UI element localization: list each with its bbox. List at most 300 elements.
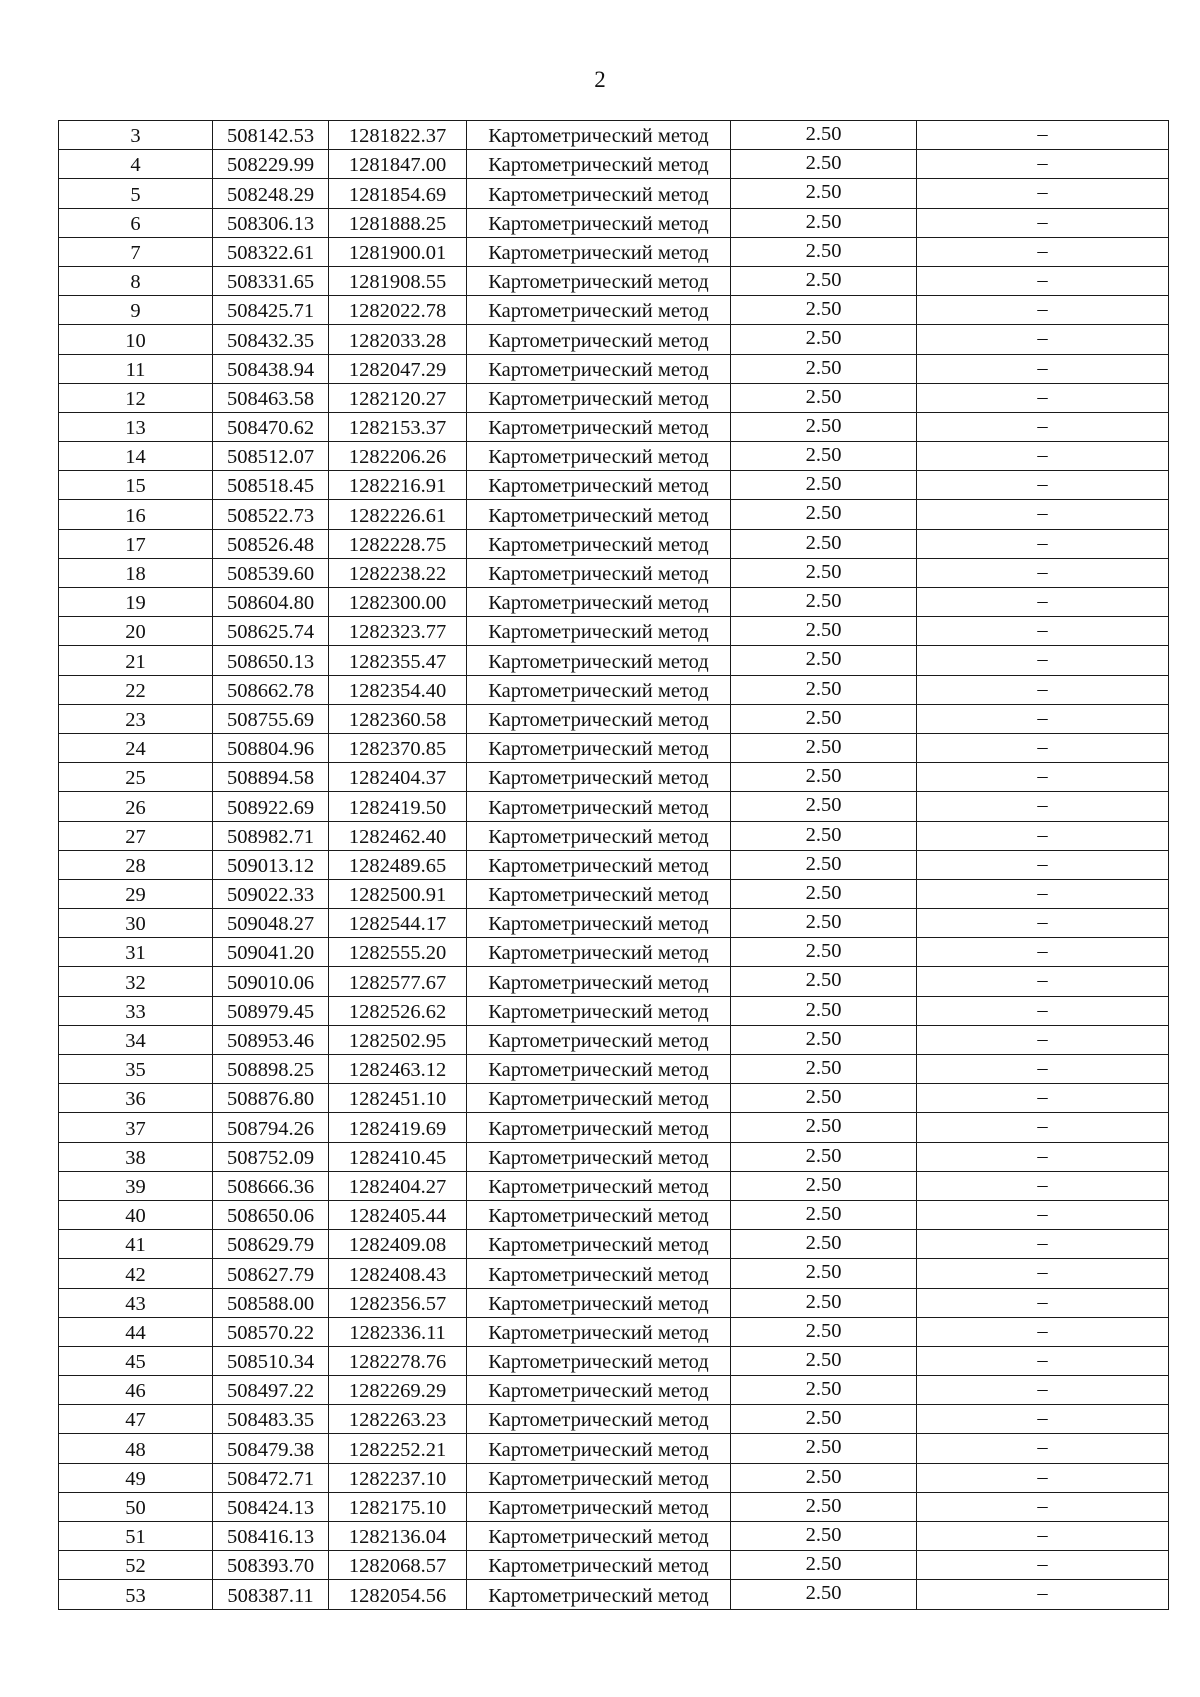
x-coordinate-cell: 509022.33 bbox=[213, 879, 329, 908]
x-coordinate-cell: 508393.70 bbox=[213, 1551, 329, 1580]
table-row bbox=[59, 588, 1169, 617]
method-cell: Картометрический метод bbox=[467, 500, 731, 529]
table-row bbox=[59, 1288, 1169, 1317]
point-number-cell: 4 bbox=[59, 150, 213, 179]
method-cell: Картометрический метод bbox=[467, 588, 731, 617]
x-coordinate-cell: 508604.80 bbox=[213, 588, 329, 617]
table-row bbox=[59, 529, 1169, 558]
method-cell: Картометрический метод bbox=[467, 1055, 731, 1084]
table-row bbox=[59, 617, 1169, 646]
x-coordinate-cell: 508432.35 bbox=[213, 325, 329, 354]
method-cell: Картометрический метод bbox=[467, 529, 731, 558]
accuracy-cell: 2.50 bbox=[731, 763, 917, 792]
accuracy-cell: 2.50 bbox=[731, 237, 917, 266]
point-number-cell: 27 bbox=[59, 821, 213, 850]
description-cell: – bbox=[917, 354, 1169, 383]
accuracy-cell: 2.50 bbox=[731, 558, 917, 587]
point-number-cell: 21 bbox=[59, 646, 213, 675]
description-cell: – bbox=[917, 850, 1169, 879]
accuracy-cell: 2.50 bbox=[731, 1200, 917, 1229]
x-coordinate-cell: 508479.38 bbox=[213, 1434, 329, 1463]
accuracy-cell: 2.50 bbox=[731, 675, 917, 704]
x-coordinate-cell: 508510.34 bbox=[213, 1346, 329, 1375]
method-cell: Картометрический метод bbox=[467, 1171, 731, 1200]
method-cell: Картометрический метод bbox=[467, 646, 731, 675]
accuracy-cell: 2.50 bbox=[731, 1551, 917, 1580]
x-coordinate-cell: 508570.22 bbox=[213, 1317, 329, 1346]
table-row bbox=[59, 383, 1169, 412]
x-coordinate-cell: 508539.60 bbox=[213, 558, 329, 587]
x-coordinate-cell: 508472.71 bbox=[213, 1463, 329, 1492]
point-number-cell: 15 bbox=[59, 471, 213, 500]
point-number-cell: 29 bbox=[59, 879, 213, 908]
point-number-cell: 14 bbox=[59, 442, 213, 471]
accuracy-cell: 2.50 bbox=[731, 1230, 917, 1259]
table-row bbox=[59, 1317, 1169, 1346]
point-number-cell: 8 bbox=[59, 266, 213, 295]
accuracy-cell: 2.50 bbox=[731, 150, 917, 179]
description-cell: – bbox=[917, 1171, 1169, 1200]
table-row bbox=[59, 792, 1169, 821]
accuracy-cell: 2.50 bbox=[731, 1171, 917, 1200]
point-number-cell: 3 bbox=[59, 121, 213, 150]
y-coordinate-cell: 1282323.77 bbox=[329, 617, 467, 646]
y-coordinate-cell: 1282120.27 bbox=[329, 383, 467, 412]
point-number-cell: 40 bbox=[59, 1200, 213, 1229]
point-number-cell: 42 bbox=[59, 1259, 213, 1288]
y-coordinate-cell: 1282500.91 bbox=[329, 879, 467, 908]
method-cell: Картометрический метод bbox=[467, 1142, 731, 1171]
method-cell: Картометрический метод bbox=[467, 179, 731, 208]
table-row bbox=[59, 442, 1169, 471]
description-cell: – bbox=[917, 1055, 1169, 1084]
table-row bbox=[59, 1580, 1169, 1609]
x-coordinate-cell: 508522.73 bbox=[213, 500, 329, 529]
description-cell: – bbox=[917, 821, 1169, 850]
table-row bbox=[59, 1434, 1169, 1463]
table-row bbox=[59, 1084, 1169, 1113]
y-coordinate-cell: 1282022.78 bbox=[329, 296, 467, 325]
accuracy-cell: 2.50 bbox=[731, 266, 917, 295]
table-row bbox=[59, 675, 1169, 704]
point-number-cell: 30 bbox=[59, 909, 213, 938]
method-cell: Картометрический метод bbox=[467, 967, 731, 996]
accuracy-cell: 2.50 bbox=[731, 442, 917, 471]
accuracy-cell: 2.50 bbox=[731, 1025, 917, 1054]
description-cell: – bbox=[917, 879, 1169, 908]
method-cell: Картометрический метод bbox=[467, 792, 731, 821]
table-row bbox=[59, 967, 1169, 996]
description-cell: – bbox=[917, 588, 1169, 617]
x-coordinate-cell: 508629.79 bbox=[213, 1230, 329, 1259]
method-cell: Картометрический метод bbox=[467, 763, 731, 792]
x-coordinate-cell: 508894.58 bbox=[213, 763, 329, 792]
method-cell: Картометрический метод bbox=[467, 1113, 731, 1142]
point-number-cell: 22 bbox=[59, 675, 213, 704]
method-cell: Картометрический метод bbox=[467, 1405, 731, 1434]
description-cell: – bbox=[917, 383, 1169, 412]
accuracy-cell: 2.50 bbox=[731, 1113, 917, 1142]
x-coordinate-cell: 508979.45 bbox=[213, 996, 329, 1025]
accuracy-cell: 2.50 bbox=[731, 325, 917, 354]
accuracy-cell: 2.50 bbox=[731, 121, 917, 150]
x-coordinate-cell: 508922.69 bbox=[213, 792, 329, 821]
description-cell: – bbox=[917, 996, 1169, 1025]
accuracy-cell: 2.50 bbox=[731, 704, 917, 733]
accuracy-cell: 2.50 bbox=[731, 967, 917, 996]
x-coordinate-cell: 508650.06 bbox=[213, 1200, 329, 1229]
method-cell: Картометрический метод bbox=[467, 325, 731, 354]
method-cell: Картометрический метод bbox=[467, 1434, 731, 1463]
method-cell: Картометрический метод bbox=[467, 1522, 731, 1551]
description-cell: – bbox=[917, 266, 1169, 295]
accuracy-cell: 2.50 bbox=[731, 1434, 917, 1463]
table-row bbox=[59, 1346, 1169, 1375]
y-coordinate-cell: 1282370.85 bbox=[329, 733, 467, 762]
y-coordinate-cell: 1282206.26 bbox=[329, 442, 467, 471]
table-row bbox=[59, 1551, 1169, 1580]
y-coordinate-cell: 1282360.58 bbox=[329, 704, 467, 733]
method-cell: Картометрический метод bbox=[467, 996, 731, 1025]
description-cell: – bbox=[917, 646, 1169, 675]
accuracy-cell: 2.50 bbox=[731, 1142, 917, 1171]
x-coordinate-cell: 508229.99 bbox=[213, 150, 329, 179]
x-coordinate-cell: 508588.00 bbox=[213, 1288, 329, 1317]
description-cell: – bbox=[917, 1084, 1169, 1113]
accuracy-cell: 2.50 bbox=[731, 296, 917, 325]
method-cell: Картометрический метод bbox=[467, 1492, 731, 1521]
point-number-cell: 19 bbox=[59, 588, 213, 617]
y-coordinate-cell: 1282047.29 bbox=[329, 354, 467, 383]
description-cell: – bbox=[917, 704, 1169, 733]
description-cell: – bbox=[917, 558, 1169, 587]
table-row bbox=[59, 1171, 1169, 1200]
table-row bbox=[59, 763, 1169, 792]
accuracy-cell: 2.50 bbox=[731, 179, 917, 208]
description-cell: – bbox=[917, 296, 1169, 325]
table-row bbox=[59, 1522, 1169, 1551]
point-number-cell: 25 bbox=[59, 763, 213, 792]
point-number-cell: 20 bbox=[59, 617, 213, 646]
y-coordinate-cell: 1282356.57 bbox=[329, 1288, 467, 1317]
x-coordinate-cell: 508876.80 bbox=[213, 1084, 329, 1113]
table-row bbox=[59, 1142, 1169, 1171]
table-row bbox=[59, 1463, 1169, 1492]
accuracy-cell: 2.50 bbox=[731, 1259, 917, 1288]
point-number-cell: 47 bbox=[59, 1405, 213, 1434]
accuracy-cell: 2.50 bbox=[731, 617, 917, 646]
x-coordinate-cell: 508424.13 bbox=[213, 1492, 329, 1521]
table-row bbox=[59, 1259, 1169, 1288]
point-number-cell: 50 bbox=[59, 1492, 213, 1521]
y-coordinate-cell: 1282153.37 bbox=[329, 412, 467, 441]
table-row bbox=[59, 1492, 1169, 1521]
point-number-cell: 44 bbox=[59, 1317, 213, 1346]
description-cell: – bbox=[917, 1376, 1169, 1405]
x-coordinate-cell: 508627.79 bbox=[213, 1259, 329, 1288]
accuracy-cell: 2.50 bbox=[731, 500, 917, 529]
coordinates-table-body bbox=[59, 121, 1169, 1610]
x-coordinate-cell: 508470.62 bbox=[213, 412, 329, 441]
method-cell: Картометрический метод bbox=[467, 704, 731, 733]
point-number-cell: 38 bbox=[59, 1142, 213, 1171]
accuracy-cell: 2.50 bbox=[731, 821, 917, 850]
description-cell: – bbox=[917, 442, 1169, 471]
accuracy-cell: 2.50 bbox=[731, 1346, 917, 1375]
table-row bbox=[59, 821, 1169, 850]
point-number-cell: 33 bbox=[59, 996, 213, 1025]
point-number-cell: 16 bbox=[59, 500, 213, 529]
y-coordinate-cell: 1281908.55 bbox=[329, 266, 467, 295]
x-coordinate-cell: 509013.12 bbox=[213, 850, 329, 879]
y-coordinate-cell: 1282404.37 bbox=[329, 763, 467, 792]
table-row bbox=[59, 646, 1169, 675]
description-cell: – bbox=[917, 529, 1169, 558]
description-cell: – bbox=[917, 208, 1169, 237]
x-coordinate-cell: 508331.65 bbox=[213, 266, 329, 295]
accuracy-cell: 2.50 bbox=[731, 529, 917, 558]
description-cell: – bbox=[917, 1259, 1169, 1288]
method-cell: Картометрический метод bbox=[467, 1317, 731, 1346]
point-number-cell: 37 bbox=[59, 1113, 213, 1142]
description-cell: – bbox=[917, 121, 1169, 150]
y-coordinate-cell: 1282238.22 bbox=[329, 558, 467, 587]
method-cell: Картометрический метод bbox=[467, 121, 731, 150]
point-number-cell: 17 bbox=[59, 529, 213, 558]
method-cell: Картометрический метод bbox=[467, 1580, 731, 1609]
x-coordinate-cell: 508953.46 bbox=[213, 1025, 329, 1054]
accuracy-cell: 2.50 bbox=[731, 733, 917, 762]
method-cell: Картометрический метод bbox=[467, 1025, 731, 1054]
description-cell: – bbox=[917, 967, 1169, 996]
table-row bbox=[59, 1200, 1169, 1229]
table-row bbox=[59, 938, 1169, 967]
accuracy-cell: 2.50 bbox=[731, 354, 917, 383]
x-coordinate-cell: 508752.09 bbox=[213, 1142, 329, 1171]
description-cell: – bbox=[917, 150, 1169, 179]
table-row bbox=[59, 296, 1169, 325]
accuracy-cell: 2.50 bbox=[731, 1463, 917, 1492]
description-cell: – bbox=[917, 617, 1169, 646]
y-coordinate-cell: 1282263.23 bbox=[329, 1405, 467, 1434]
table-row bbox=[59, 850, 1169, 879]
x-coordinate-cell: 508483.35 bbox=[213, 1405, 329, 1434]
method-cell: Картометрический метод bbox=[467, 938, 731, 967]
point-number-cell: 49 bbox=[59, 1463, 213, 1492]
y-coordinate-cell: 1282526.62 bbox=[329, 996, 467, 1025]
x-coordinate-cell: 508306.13 bbox=[213, 208, 329, 237]
point-number-cell: 18 bbox=[59, 558, 213, 587]
method-cell: Картометрический метод bbox=[467, 1376, 731, 1405]
x-coordinate-cell: 508248.29 bbox=[213, 179, 329, 208]
description-cell: – bbox=[917, 909, 1169, 938]
y-coordinate-cell: 1282216.91 bbox=[329, 471, 467, 500]
method-cell: Картометрический метод bbox=[467, 558, 731, 587]
table-row bbox=[59, 1055, 1169, 1084]
accuracy-cell: 2.50 bbox=[731, 938, 917, 967]
table-row bbox=[59, 471, 1169, 500]
accuracy-cell: 2.50 bbox=[731, 1288, 917, 1317]
table-row bbox=[59, 558, 1169, 587]
y-coordinate-cell: 1282463.12 bbox=[329, 1055, 467, 1084]
method-cell: Картометрический метод bbox=[467, 733, 731, 762]
x-coordinate-cell: 508666.36 bbox=[213, 1171, 329, 1200]
y-coordinate-cell: 1282404.27 bbox=[329, 1171, 467, 1200]
y-coordinate-cell: 1282405.44 bbox=[329, 1200, 467, 1229]
y-coordinate-cell: 1282502.95 bbox=[329, 1025, 467, 1054]
y-coordinate-cell: 1281900.01 bbox=[329, 237, 467, 266]
table-row bbox=[59, 179, 1169, 208]
method-cell: Картометрический метод bbox=[467, 266, 731, 295]
x-coordinate-cell: 508497.22 bbox=[213, 1376, 329, 1405]
y-coordinate-cell: 1282555.20 bbox=[329, 938, 467, 967]
method-cell: Картометрический метод bbox=[467, 879, 731, 908]
point-number-cell: 51 bbox=[59, 1522, 213, 1551]
y-coordinate-cell: 1282355.47 bbox=[329, 646, 467, 675]
method-cell: Картометрический метод bbox=[467, 296, 731, 325]
y-coordinate-cell: 1282269.29 bbox=[329, 1376, 467, 1405]
point-number-cell: 13 bbox=[59, 412, 213, 441]
description-cell: – bbox=[917, 1200, 1169, 1229]
table-row bbox=[59, 1025, 1169, 1054]
description-cell: – bbox=[917, 1113, 1169, 1142]
x-coordinate-cell: 508416.13 bbox=[213, 1522, 329, 1551]
y-coordinate-cell: 1282237.10 bbox=[329, 1463, 467, 1492]
method-cell: Картометрический метод bbox=[467, 909, 731, 938]
method-cell: Картометрический метод bbox=[467, 471, 731, 500]
point-number-cell: 34 bbox=[59, 1025, 213, 1054]
y-coordinate-cell: 1281888.25 bbox=[329, 208, 467, 237]
accuracy-cell: 2.50 bbox=[731, 1405, 917, 1434]
accuracy-cell: 2.50 bbox=[731, 1084, 917, 1113]
description-cell: – bbox=[917, 237, 1169, 266]
point-number-cell: 28 bbox=[59, 850, 213, 879]
y-coordinate-cell: 1282252.21 bbox=[329, 1434, 467, 1463]
method-cell: Картометрический метод bbox=[467, 208, 731, 237]
point-number-cell: 24 bbox=[59, 733, 213, 762]
point-number-cell: 11 bbox=[59, 354, 213, 383]
point-number-cell: 43 bbox=[59, 1288, 213, 1317]
x-coordinate-cell: 508322.61 bbox=[213, 237, 329, 266]
method-cell: Картометрический метод bbox=[467, 1346, 731, 1375]
y-coordinate-cell: 1282489.65 bbox=[329, 850, 467, 879]
point-number-cell: 10 bbox=[59, 325, 213, 354]
x-coordinate-cell: 508526.48 bbox=[213, 529, 329, 558]
y-coordinate-cell: 1282226.61 bbox=[329, 500, 467, 529]
table-row bbox=[59, 121, 1169, 150]
description-cell: – bbox=[917, 938, 1169, 967]
method-cell: Картометрический метод bbox=[467, 1551, 731, 1580]
accuracy-cell: 2.50 bbox=[731, 996, 917, 1025]
table-row bbox=[59, 354, 1169, 383]
description-cell: – bbox=[917, 1346, 1169, 1375]
coordinates-table bbox=[58, 120, 1169, 1610]
accuracy-cell: 2.50 bbox=[731, 1317, 917, 1346]
method-cell: Картометрический метод bbox=[467, 617, 731, 646]
y-coordinate-cell: 1282408.43 bbox=[329, 1259, 467, 1288]
point-number-cell: 32 bbox=[59, 967, 213, 996]
y-coordinate-cell: 1282228.75 bbox=[329, 529, 467, 558]
point-number-cell: 6 bbox=[59, 208, 213, 237]
accuracy-cell: 2.50 bbox=[731, 879, 917, 908]
point-number-cell: 48 bbox=[59, 1434, 213, 1463]
description-cell: – bbox=[917, 1025, 1169, 1054]
method-cell: Картометрический метод bbox=[467, 1259, 731, 1288]
description-cell: – bbox=[917, 412, 1169, 441]
method-cell: Картометрический метод bbox=[467, 412, 731, 441]
point-number-cell: 26 bbox=[59, 792, 213, 821]
method-cell: Картометрический метод bbox=[467, 1288, 731, 1317]
description-cell: – bbox=[917, 1434, 1169, 1463]
accuracy-cell: 2.50 bbox=[731, 1376, 917, 1405]
description-cell: – bbox=[917, 1317, 1169, 1346]
description-cell: – bbox=[917, 1492, 1169, 1521]
description-cell: – bbox=[917, 500, 1169, 529]
x-coordinate-cell: 508650.13 bbox=[213, 646, 329, 675]
y-coordinate-cell: 1282410.45 bbox=[329, 1142, 467, 1171]
description-cell: – bbox=[917, 733, 1169, 762]
point-number-cell: 36 bbox=[59, 1084, 213, 1113]
description-cell: – bbox=[917, 179, 1169, 208]
description-cell: – bbox=[917, 1522, 1169, 1551]
table-row bbox=[59, 909, 1169, 938]
table-row bbox=[59, 879, 1169, 908]
description-cell: – bbox=[917, 471, 1169, 500]
x-coordinate-cell: 508662.78 bbox=[213, 675, 329, 704]
point-number-cell: 5 bbox=[59, 179, 213, 208]
method-cell: Картометрический метод bbox=[467, 1200, 731, 1229]
point-number-cell: 7 bbox=[59, 237, 213, 266]
y-coordinate-cell: 1282068.57 bbox=[329, 1551, 467, 1580]
y-coordinate-cell: 1282419.69 bbox=[329, 1113, 467, 1142]
method-cell: Картометрический метод bbox=[467, 354, 731, 383]
point-number-cell: 9 bbox=[59, 296, 213, 325]
x-coordinate-cell: 508438.94 bbox=[213, 354, 329, 383]
x-coordinate-cell: 508387.11 bbox=[213, 1580, 329, 1609]
x-coordinate-cell: 508755.69 bbox=[213, 704, 329, 733]
method-cell: Картометрический метод bbox=[467, 1084, 731, 1113]
point-number-cell: 53 bbox=[59, 1580, 213, 1609]
x-coordinate-cell: 508425.71 bbox=[213, 296, 329, 325]
description-cell: – bbox=[917, 763, 1169, 792]
description-cell: – bbox=[917, 1551, 1169, 1580]
accuracy-cell: 2.50 bbox=[731, 208, 917, 237]
accuracy-cell: 2.50 bbox=[731, 1055, 917, 1084]
method-cell: Картометрический метод bbox=[467, 237, 731, 266]
x-coordinate-cell: 508142.53 bbox=[213, 121, 329, 150]
x-coordinate-cell: 508804.96 bbox=[213, 733, 329, 762]
method-cell: Картометрический метод bbox=[467, 821, 731, 850]
table-row bbox=[59, 237, 1169, 266]
y-coordinate-cell: 1282451.10 bbox=[329, 1084, 467, 1113]
point-number-cell: 31 bbox=[59, 938, 213, 967]
point-number-cell: 23 bbox=[59, 704, 213, 733]
y-coordinate-cell: 1282278.76 bbox=[329, 1346, 467, 1375]
table-row bbox=[59, 208, 1169, 237]
point-number-cell: 39 bbox=[59, 1171, 213, 1200]
x-coordinate-cell: 509041.20 bbox=[213, 938, 329, 967]
method-cell: Картометрический метод bbox=[467, 383, 731, 412]
x-coordinate-cell: 508794.26 bbox=[213, 1113, 329, 1142]
x-coordinate-cell: 508518.45 bbox=[213, 471, 329, 500]
table-row bbox=[59, 266, 1169, 295]
point-number-cell: 41 bbox=[59, 1230, 213, 1259]
accuracy-cell: 2.50 bbox=[731, 588, 917, 617]
y-coordinate-cell: 1282136.04 bbox=[329, 1522, 467, 1551]
point-number-cell: 45 bbox=[59, 1346, 213, 1375]
x-coordinate-cell: 508898.25 bbox=[213, 1055, 329, 1084]
point-number-cell: 12 bbox=[59, 383, 213, 412]
